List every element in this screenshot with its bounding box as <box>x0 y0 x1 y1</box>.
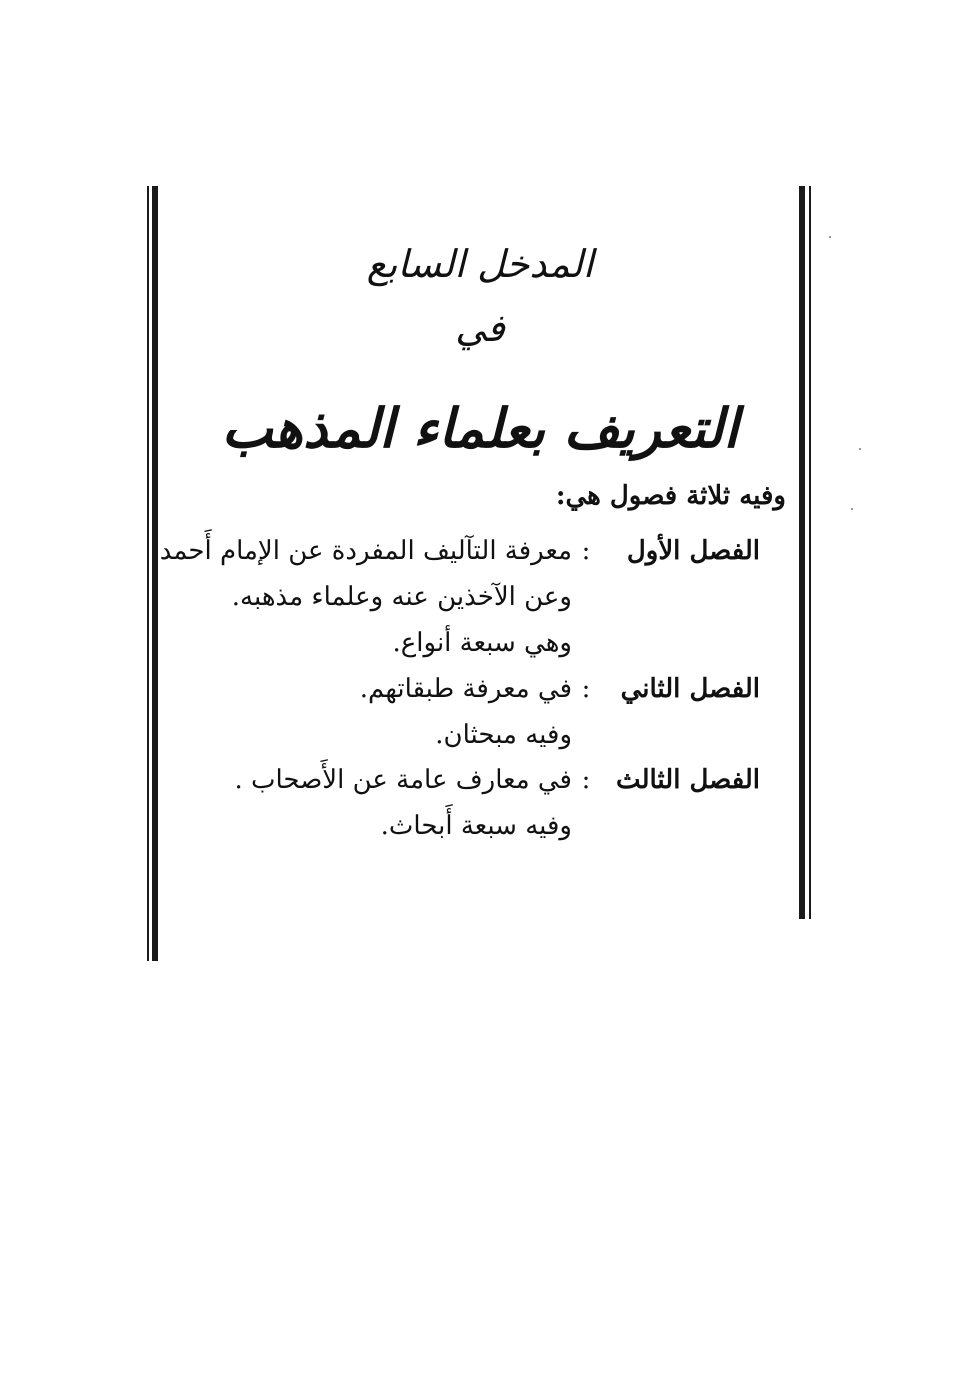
chapter-3-colon: : <box>581 765 591 795</box>
chapter-1-row <box>159 528 760 574</box>
heading-line-1: المدخل السابع <box>366 242 594 286</box>
heading-line-2: في <box>455 306 505 350</box>
chapter-2-continuation-1: وفيه مبحثان. <box>435 720 572 750</box>
chapter-1-colon: : <box>581 536 591 566</box>
chapter-2-row <box>190 666 760 712</box>
frame-left-thick-rule <box>152 186 158 961</box>
chapter-2-label: الفصل الثاني <box>620 674 760 704</box>
chapter-3 <box>190 757 760 849</box>
chapter-2-text: في معرفة طبقاتهم. <box>359 674 572 704</box>
heading-line-3: التعريف بعلماء المذهب <box>221 396 739 460</box>
frame-right-thick-rule <box>799 186 805 919</box>
scan-speck <box>829 236 831 238</box>
scan-speck <box>859 448 861 450</box>
chapter-2 <box>190 666 760 758</box>
chapter-2-colon: : <box>581 674 591 704</box>
chapter-3-text: في معارف عامة عن الأَصحاب . <box>234 765 572 795</box>
chapter-1 <box>159 528 760 666</box>
frame-right-border <box>799 186 813 919</box>
chapter-1-continuation-2: وهي سبعة أنواع. <box>392 628 572 658</box>
chapter-1-continuation-1: وعن الآخذين عنه وعلماء مذهبه. <box>231 582 572 612</box>
chapter-1-text: معرفة التآليف المفردة عن الإمام أَحمد <box>159 536 572 566</box>
frame-left-thin-rule <box>147 186 149 961</box>
chapter-3-label: الفصل الثالث <box>616 765 760 795</box>
intro-text: وفيه ثلاثة فصول هي: <box>555 481 786 511</box>
chapter-1-label: الفصل الأول <box>626 536 760 566</box>
chapter-3-row <box>190 757 760 803</box>
scan-speck <box>851 508 853 510</box>
chapter-3-continuation-1: وفيه سبعة أَبحاث. <box>380 811 572 841</box>
frame-right-thin-rule <box>809 186 811 919</box>
